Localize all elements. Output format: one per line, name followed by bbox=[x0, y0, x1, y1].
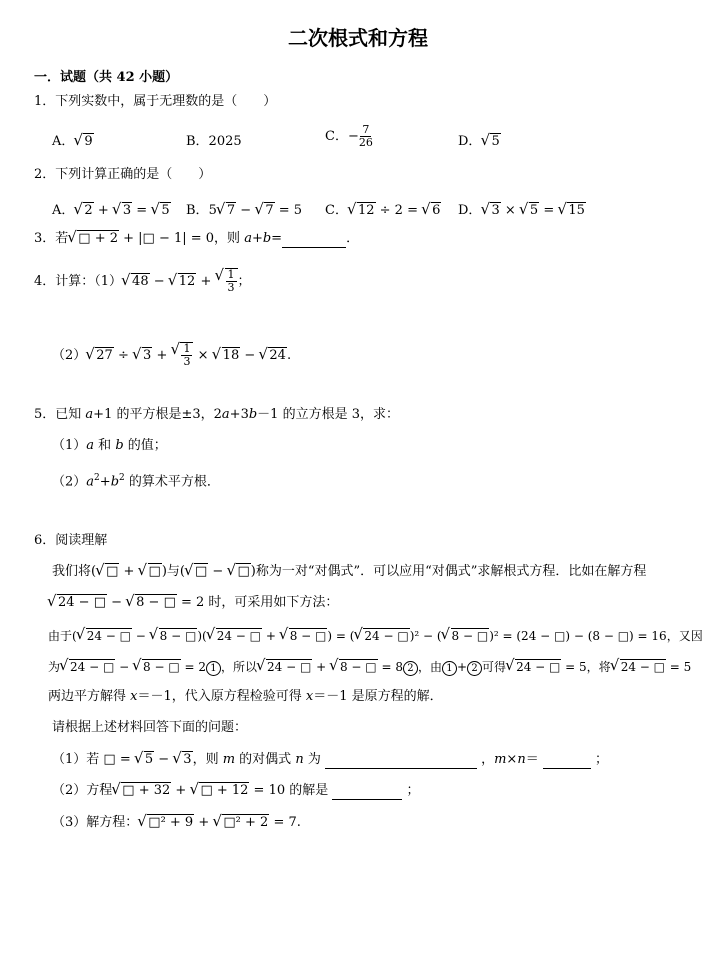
q2-option-a: A．√ 2 + √ 3 = √ 5 bbox=[52, 199, 171, 218]
q5-sub1: （1）a 和 b 的值； bbox=[52, 438, 167, 453]
q2-stem: 2．下列计算正确的是（ ） bbox=[34, 167, 212, 182]
section-heading: 一．试题（共 42 小题） bbox=[34, 70, 179, 85]
page-title: 二次根式和方程 bbox=[288, 26, 428, 50]
q6-para4: 为√ 24 − □ − √ 8 − □ = 2 1 ，所以√ 24 − □ + √ 8 − □ = 8 2 ，由 1 + 2 可得√ 24 − □ = 5，将√ 24 − □ = 5 bbox=[48, 658, 691, 676]
q6-sub1-blank-1[interactable] bbox=[325, 756, 477, 769]
q5-sub2: $(2)a^2+b^2$ 的算术平方根． bbox=[52, 473, 220, 490]
q1-option-a: A．√ 9 bbox=[52, 130, 94, 149]
q3-answer-blank[interactable] bbox=[282, 235, 346, 248]
q6-para2: √ 24 − □ − √ 8 − □ = 2 时，可采用如下方法： bbox=[48, 594, 338, 612]
q3-stem: 3．若√ □ + 2 + |□ − 1| = 0，则 a+b= ． bbox=[34, 230, 359, 248]
q6-sub2-blank[interactable] bbox=[332, 787, 402, 800]
q2-option-b: B．5√ 7 − √ 7 = 5 bbox=[186, 199, 302, 218]
q1-option-b: B．2025 bbox=[186, 134, 242, 149]
q6-title: 6．阅读理解 bbox=[34, 533, 108, 548]
q6-para1: 我们将(√ □ + √ □)与(√ □ − √ □)称为一对“对偶式”．可以应用“对偶式”求解根式方程．比如在解方程 bbox=[52, 563, 646, 581]
q6-sub1-blank-2[interactable] bbox=[543, 756, 591, 769]
q2-option-c: C．√ 12 ÷ 2 = √ 6 bbox=[325, 199, 441, 218]
circled-number-2: 2 bbox=[403, 661, 418, 676]
q6-para3: 由于(√ 24 − □ − √ 8 − □)(√ 24 − □ + √ 8 − □) = (√ 24 − □)² − (√ 8 − □)² = (24 − □) − (8 − □) = 16，又因 bbox=[48, 627, 703, 645]
q4-part1: 4．计算：（1）√ 48 − √ 12 + √ $\frac{1}{3}$ ； bbox=[34, 268, 251, 294]
q6-sub3: （3）解方程：√ □² + 9 + √ □² + 2 = 7. bbox=[52, 814, 301, 832]
q2-option-d: D．√ 3 × √ 5 = √ 15 bbox=[458, 199, 586, 218]
q5-stem: 5．已知 a+1 的平方根是±3，2a+3b－1 的立方根是 3，求： bbox=[34, 407, 399, 422]
q6-sub1: （1）若 □ = √ 5 − √ 3，则 m 的对偶式 n 为 ，m×n＝ ； bbox=[52, 751, 608, 769]
q1-option-d: D．√ 5 bbox=[458, 130, 501, 149]
q6-sub2: （2）方程√ □ + 32 + √ □ + 12 = 10 的解是 ； bbox=[52, 782, 420, 800]
circled-number-1: 1 bbox=[206, 661, 221, 676]
q1-option-c: C．− $\frac{7}{26}$ bbox=[325, 123, 373, 149]
q6-instruction: 请根据上述材料回答下面的问题： bbox=[52, 720, 248, 735]
q1-stem: 1．下列实数中，属于无理数的是（ ） bbox=[34, 94, 277, 109]
q4-part2: （2）√ 27 ÷ √ 3 + √ $\frac{1}{3}$ × √ 18 − √ 24. bbox=[52, 342, 291, 368]
q6-para5: 两边平方解得 x＝－1，代入原方程检验可得 x＝－1 是原方程的解． bbox=[48, 689, 443, 704]
